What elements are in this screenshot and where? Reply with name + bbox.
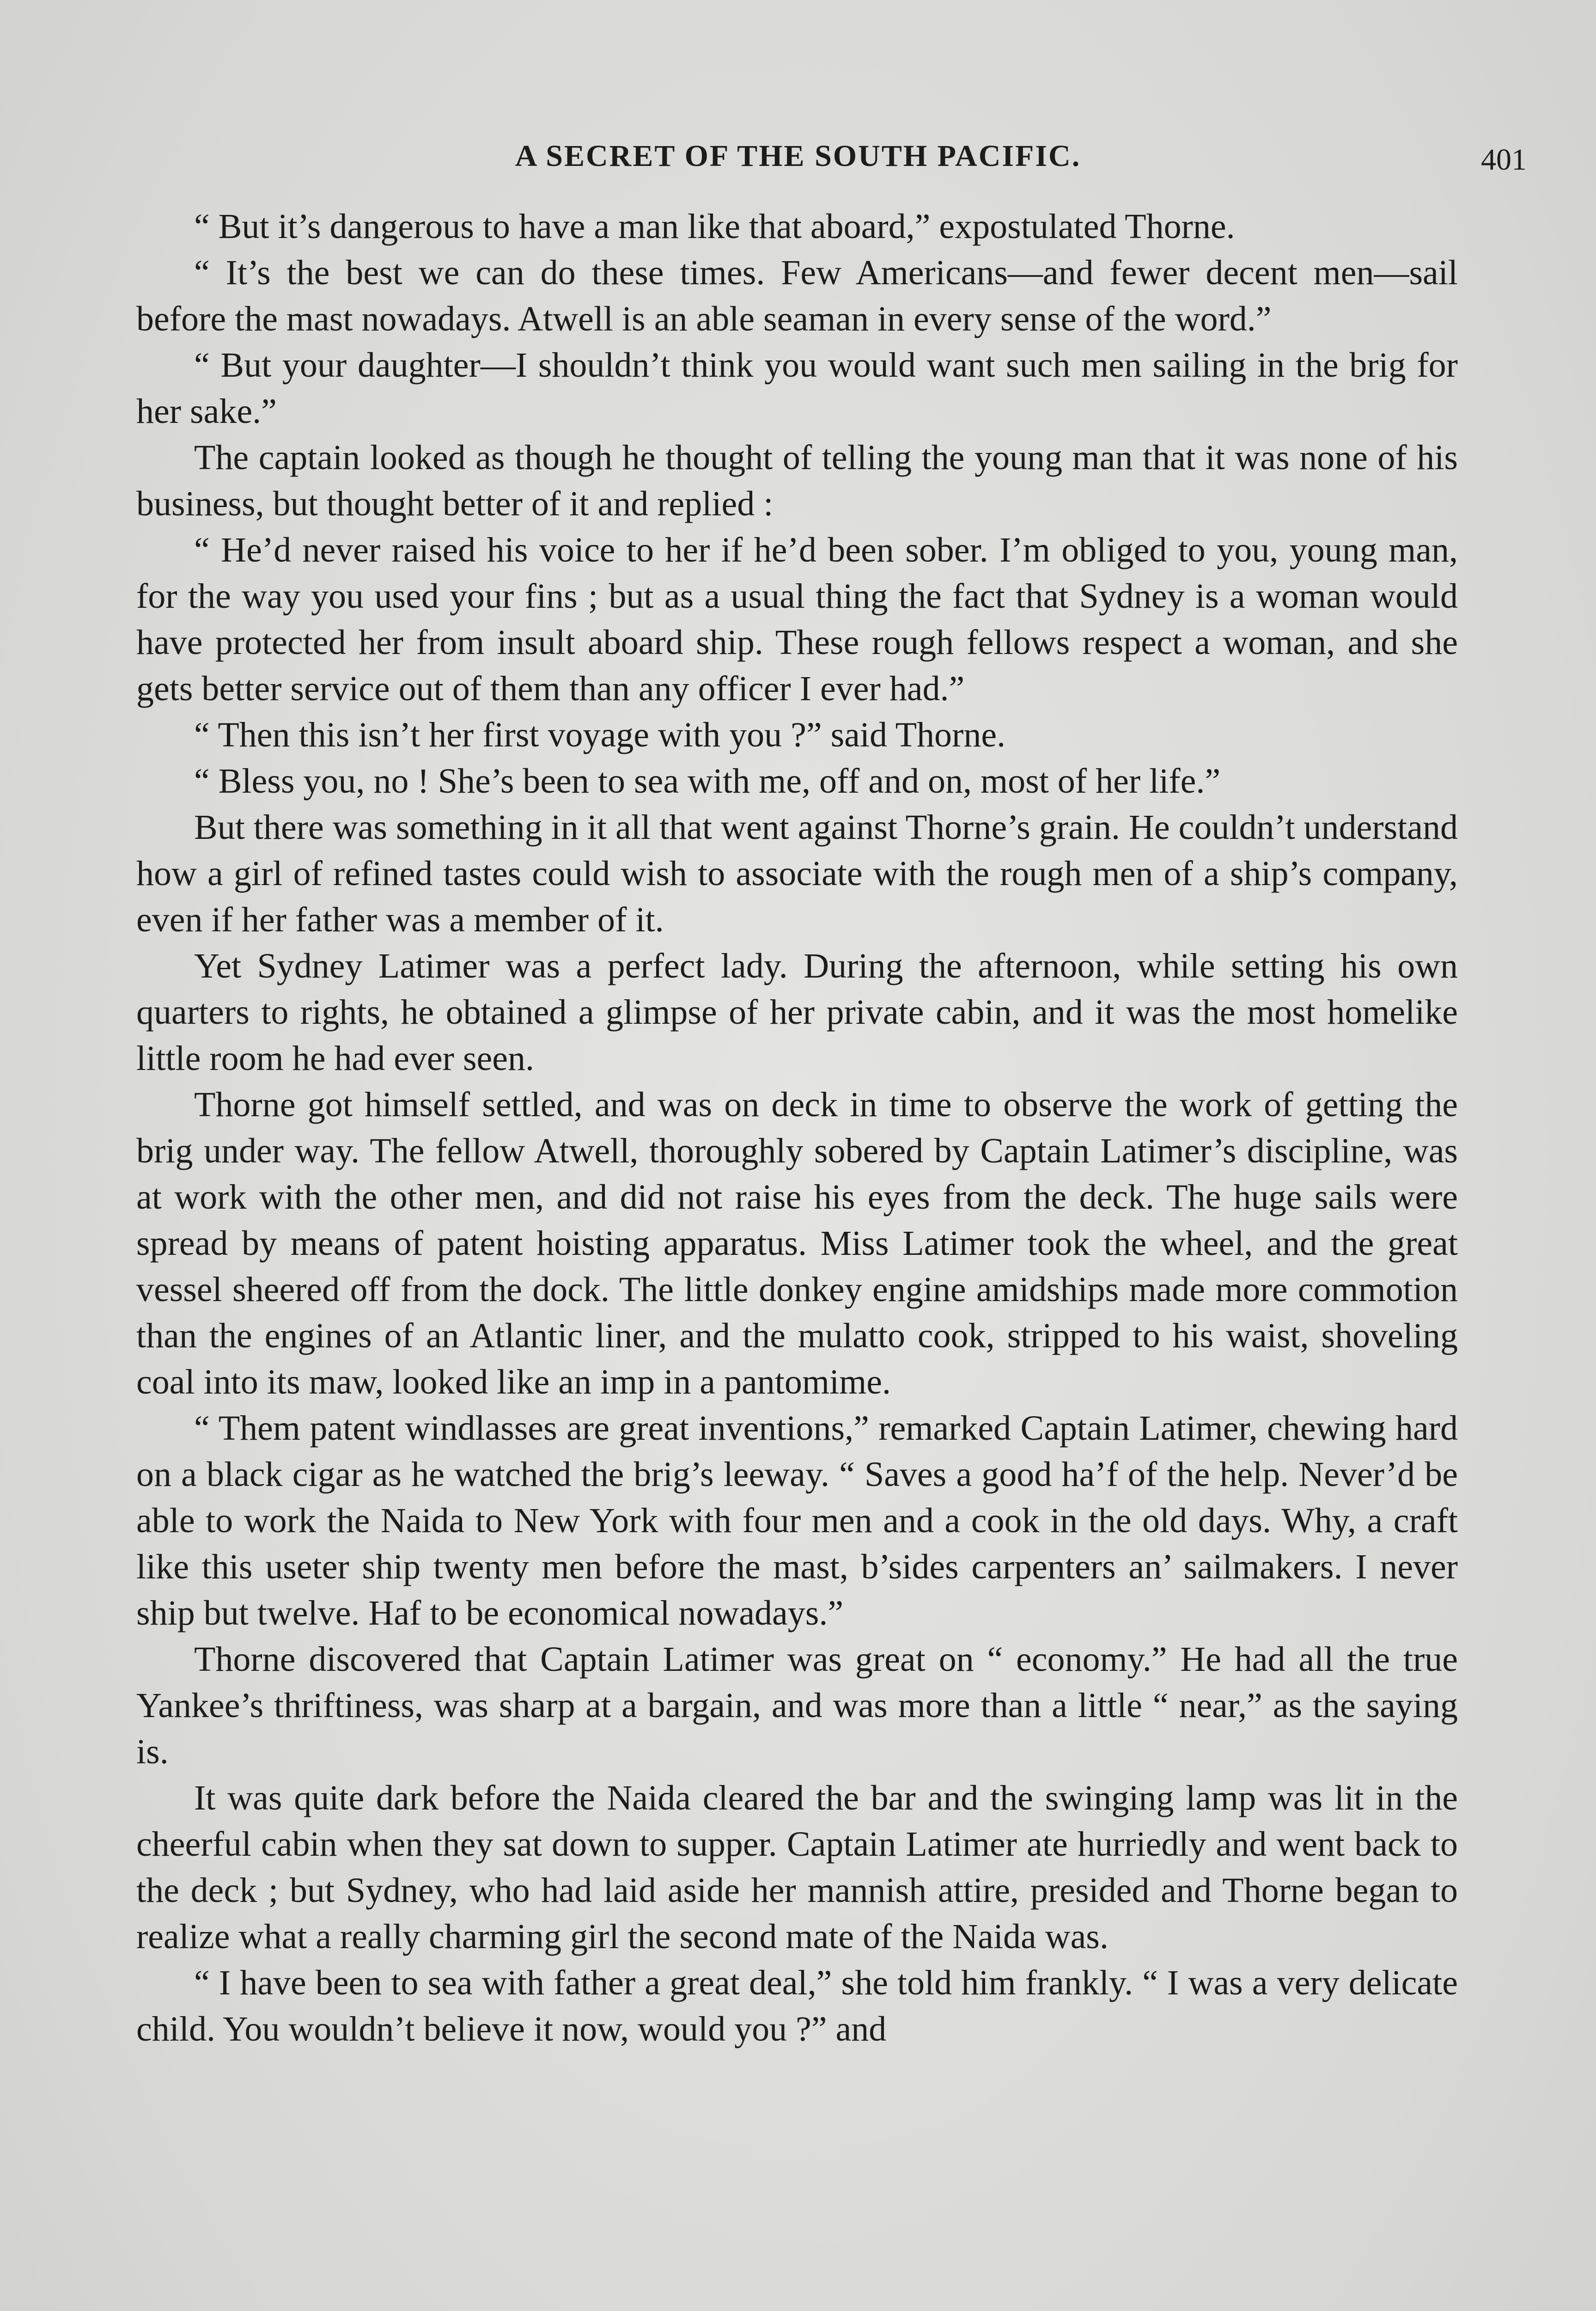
running-title: A SECRET OF THE SOUTH PACIFIC.	[515, 139, 1081, 173]
paragraph: “ But your daughter—I shouldn’t think you would want such men sailing in the brig for her sake.”	[136, 346, 1458, 431]
paragraph: “ It’s the best we can do these times. Few Americans—and fewer decent men—sail before the mast nowadays. Atwell is an able seaman in every sense of the word.”	[136, 253, 1458, 338]
page-number: 401	[1481, 143, 1527, 177]
paragraph: Yet Sydney Latimer was a perfect lady. During the afternoon, while setting his own quarters to rights, he obtained a glimpse of her private cabin, and it was the most homelike little room he had ever seen.	[136, 947, 1458, 1078]
paragraph: “ But it’s dangerous to have a man like that aboard,” expostulated Thorne.	[194, 207, 1235, 246]
page-header	[134, 139, 1527, 194]
paragraph: Thorne got himself settled, and was on deck in time to observe the work of getting the brig under way. The fellow Atwell, thoroughly sobered by Captain Latimer’s discipline, was at work with the other men, and did not raise his eyes from the deck. The huge sails were spread by means of patent hoisting apparatus. Miss Latimer took the wheel, and the great vessel sheered off from the dock. The little donkey engine amidships made more commotion than the engines of an Atlantic liner, and the mulatto cook, stripped to his waist, shoveling coal into its maw, looked like an imp in a pantomime.	[136, 1085, 1458, 1401]
paragraph: But there was something in it all that went against Thorne’s grain. He couldn’t understand how a girl of refined tastes could wish to associate with the rough men of a ship’s company, even if her father was a member of it.	[136, 808, 1458, 939]
paragraph: “ I have been to sea with father a great deal,” she told him frankly. “ I was a very delicate child. You wouldn’t believe it now, would you ?” and	[136, 1963, 1458, 2048]
paragraph: “ Then this isn’t her first voyage with you ?” said Thorne.	[194, 715, 1006, 754]
paragraph: Thorne discovered that Captain Latimer was great on “ economy.” He had all the true Yankee’s thriftiness, was sharp at a bargain, and was more than a little “ near,” as the saying is.	[136, 1640, 1458, 1771]
paragraph: It was quite dark before the Naida cleared the bar and the swinging lamp was lit in the cheerful cabin when they sat down to supper. Captain Latimer ate hurriedly and went back to the deck ; but Sydney, who had laid aside her mannish attire, presided and Thorne began to realize what a really charming girl the second mate of the Naida was.	[136, 1779, 1458, 1956]
body-text	[136, 203, 1458, 2052]
paragraph: “ Bless you, no ! She’s been to sea with me, off and on, most of her life.”	[194, 762, 1221, 801]
paragraph: The captain looked as though he thought of telling the young man that it was none of his business, but thought better of it and replied :	[136, 438, 1458, 523]
paragraph: “ Them patent windlasses are great inventions,” remarked Captain Latimer, chewing hard on a black cigar as he watched the brig’s leeway. “ Saves a good ha’f of the help. Never’d be able to work the Naida to New York with four men and a cook in the old days. Why, a craft like this useter ship twenty men before the mast, b’sides carpenters an’ sailmakers. I never ship but twelve. Haf to be economical nowadays.”	[136, 1409, 1458, 1632]
paragraph: “ He’d never raised his voice to her if he’d been sober. I’m obliged to you, young man, for the way you used your fins ; but as a usual thing the fact that Sydney is a woman would have protected her from insult aboard ship. These rough fellows respect a woman, and she gets better service out of them than any officer I ever had.”	[136, 531, 1458, 708]
